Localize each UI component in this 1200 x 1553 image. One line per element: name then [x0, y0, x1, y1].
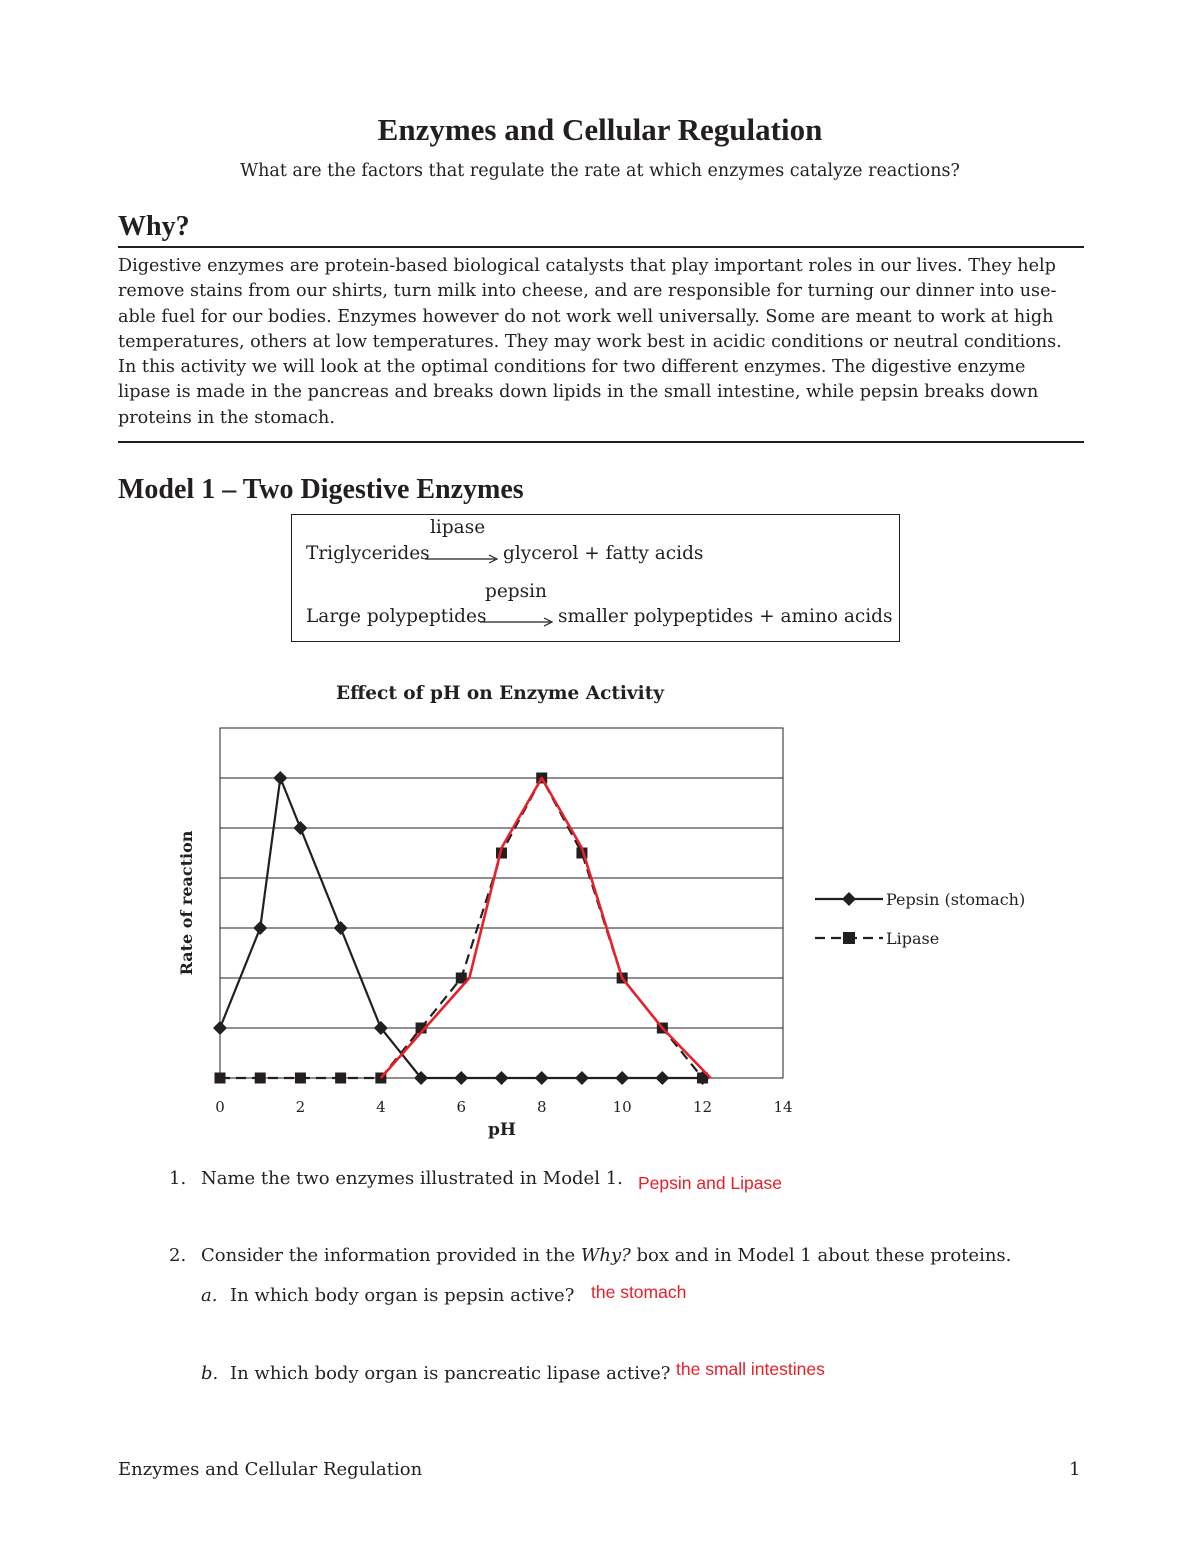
y-axis-label: Rate of reaction: [177, 830, 196, 976]
why-line: temperatures, others at low temperatures. They may work best in acidic conditions or neutral conditions.: [118, 331, 1062, 352]
page-subtitle: What are the factors that regulate the rate at which enzymes catalyze reactions?: [240, 161, 960, 181]
why-paragraph: [118, 254, 1082, 431]
data-point-diamond: [273, 771, 287, 785]
data-point-diamond: [535, 1071, 549, 1085]
data-point-diamond: [334, 921, 348, 935]
chart-legend: [815, 890, 1025, 948]
x-tick-label: 8: [536, 1098, 547, 1116]
equation-products-lipase: glycerol + fatty acids: [503, 543, 704, 564]
equation-reactant-polypeptides: Large polypeptides: [306, 606, 487, 627]
data-point-square: [215, 1073, 226, 1084]
question-1-text: Name the two enzymes illustrated in Model 1.: [201, 1168, 623, 1189]
why-line: Digestive enzymes are protein-based biological catalysts that play important roles in our lives. They help: [118, 256, 1056, 276]
equation-box: [291, 514, 900, 642]
question-number: 1.: [169, 1168, 187, 1189]
page-title: Enzymes and Cellular Regulation: [377, 112, 823, 147]
answer-2a: the stomach: [591, 1282, 687, 1302]
data-point-diamond: [253, 921, 267, 935]
subquestion-label: a.: [201, 1285, 218, 1306]
why-rule-bottom: [118, 441, 1084, 443]
x-tick-label: 4: [376, 1098, 386, 1116]
data-point-square: [255, 1073, 266, 1084]
data-point-square: [335, 1073, 346, 1084]
subquestion-a-text: In which body organ is pepsin active?: [230, 1285, 575, 1306]
data-point-diamond: [293, 821, 307, 835]
x-tick-label: 12: [693, 1098, 713, 1116]
chart-title: Effect of pH on Enzyme Activity: [336, 683, 664, 704]
legend-label-lipase: Lipase: [886, 929, 940, 948]
subquestion-label: b.: [201, 1363, 219, 1384]
question-2-text-italic: Why?: [580, 1245, 631, 1266]
why-line: able fuel for our bodies. Enzymes however do not work well universally. Some are meant to work at high: [118, 306, 1054, 327]
model-heading: Model 1 – Two Digestive Enzymes: [118, 474, 524, 505]
why-heading: Why?: [118, 211, 190, 242]
ph-enzyme-chart: [160, 670, 1040, 1150]
question-number: 2.: [169, 1245, 187, 1266]
equation-enzyme-pepsin: pepsin: [485, 581, 547, 602]
equation-reactant-triglycerides: Triglycerides: [306, 543, 430, 564]
legend-marker-square-icon: [843, 932, 855, 944]
question-2-text-after: box and in Model 1 about these proteins.: [630, 1245, 1012, 1266]
data-point-diamond: [454, 1071, 468, 1085]
data-point-diamond: [615, 1071, 629, 1085]
subquestion-b-text: In which body organ is pancreatic lipase active?: [230, 1363, 671, 1384]
question-2-text-before: Consider the information provided in the: [201, 1245, 581, 1266]
data-point-diamond: [495, 1071, 509, 1085]
reaction-arrow-icon: [480, 616, 555, 628]
footer-title: Enzymes and Cellular Regulation: [118, 1459, 423, 1480]
equation-products-pepsin: smaller polypeptides + amino acids: [558, 606, 893, 627]
x-axis-ticks: [215, 1098, 792, 1116]
data-point-diamond: [575, 1071, 589, 1085]
answer-1: Pepsin and Lipase: [638, 1173, 782, 1193]
plot-area: [220, 728, 783, 1078]
why-rule-top: [118, 246, 1084, 248]
why-line: remove stains from our shirts, turn milk into cheese, and are responsible for turning our dinner into use-: [118, 281, 1057, 302]
gridlines: [220, 778, 783, 1028]
legend-marker-diamond-icon: [842, 892, 856, 906]
data-point-square: [295, 1073, 306, 1084]
x-tick-label: 2: [295, 1098, 306, 1116]
x-tick-label: 6: [456, 1098, 467, 1116]
why-line: lipase is made in the pancreas and breaks down lipids in the small intestine, while pepsin breaks down: [118, 382, 1039, 403]
x-tick-label: 14: [773, 1098, 793, 1116]
x-axis-label: pH: [488, 1120, 516, 1140]
legend-label-pepsin: Pepsin (stomach): [886, 890, 1026, 909]
data-point-diamond: [213, 1021, 227, 1035]
why-line: In this activity we will look at the optimal conditions for two different enzymes. The digestive enzyme: [118, 357, 1026, 378]
equation-enzyme-lipase: lipase: [430, 517, 486, 538]
reaction-arrow-icon: [425, 553, 500, 565]
why-line: proteins in the stomach.: [118, 407, 335, 428]
x-tick-label: 0: [215, 1098, 225, 1116]
x-tick-label: 10: [612, 1098, 632, 1116]
answer-2b: the small intestines: [676, 1359, 825, 1379]
page-number: 1: [1069, 1459, 1081, 1480]
question-2-text: [201, 1245, 1011, 1266]
data-point-diamond: [655, 1071, 669, 1085]
